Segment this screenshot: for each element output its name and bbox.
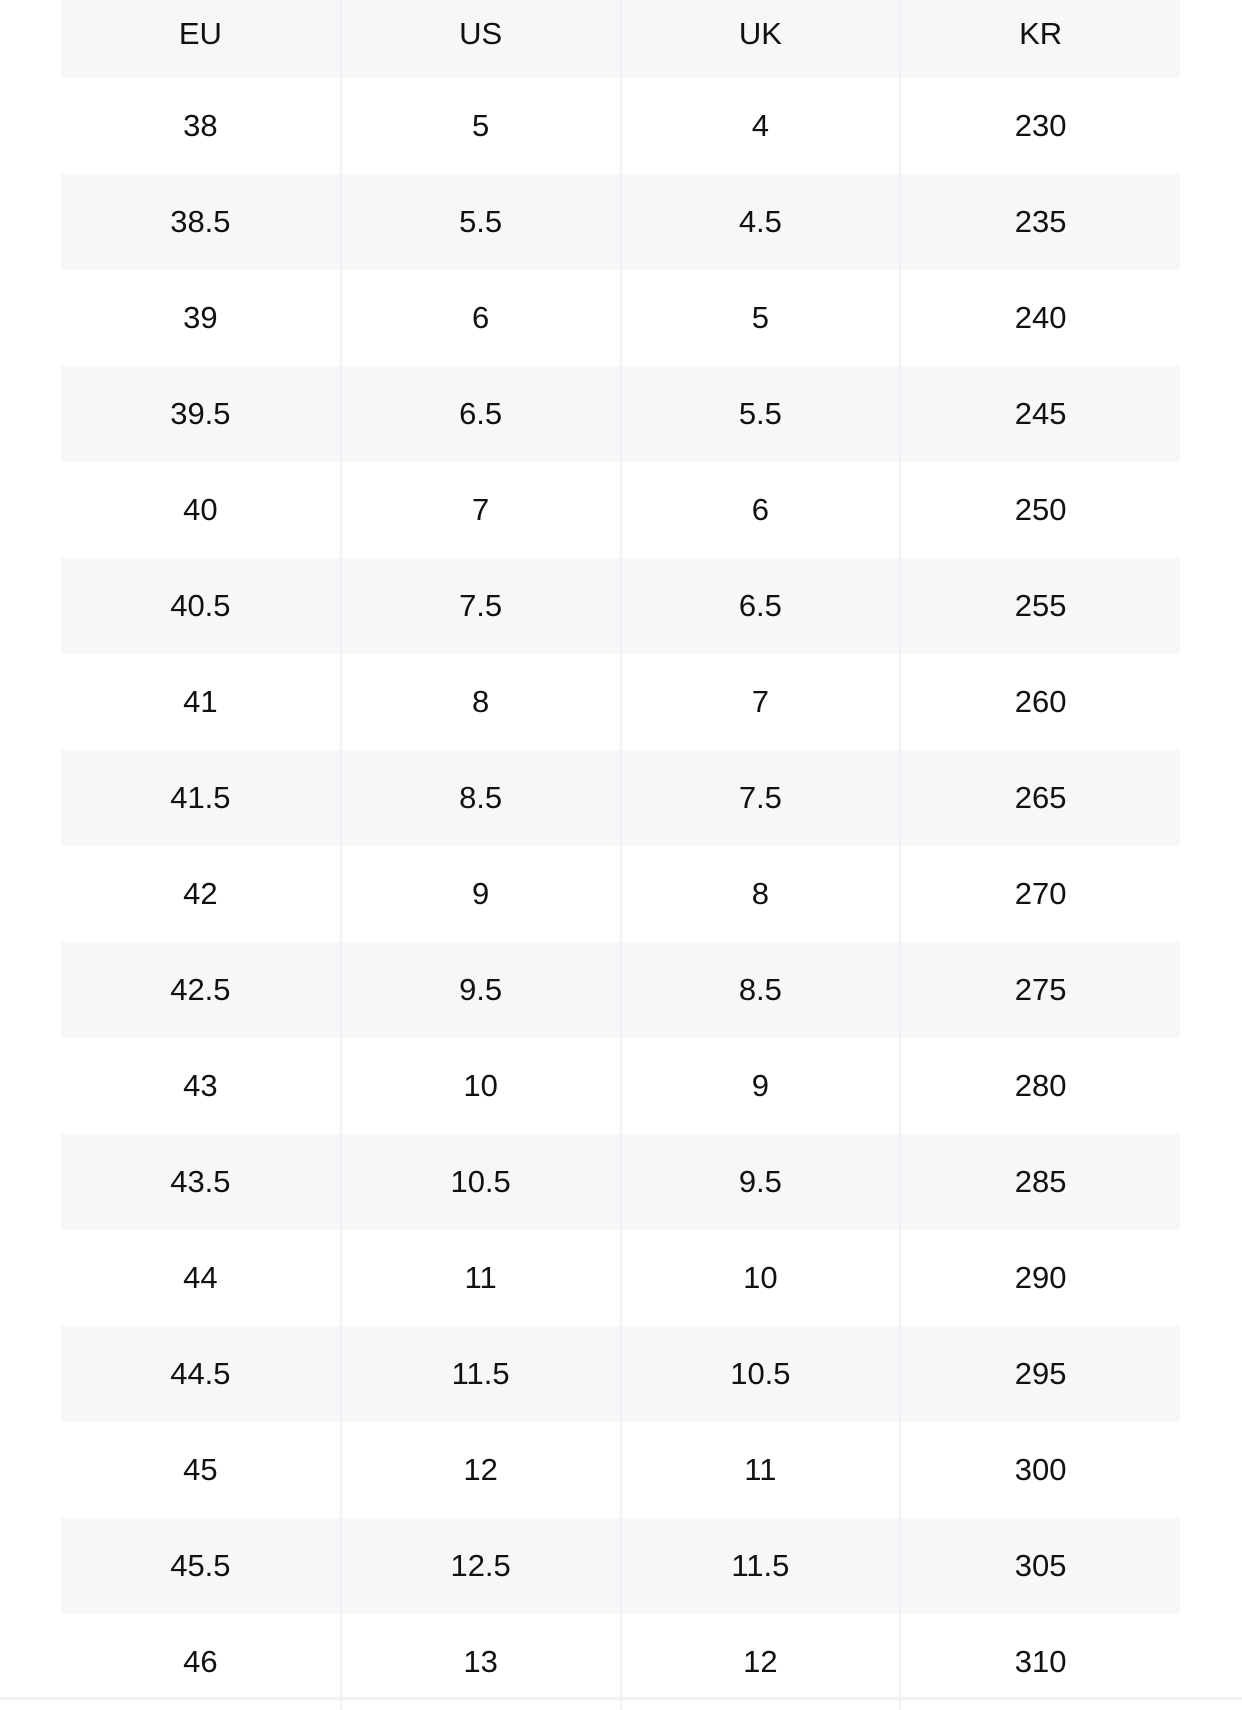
cell-us: 8.5	[341, 750, 621, 846]
cell-uk: 4	[621, 78, 901, 174]
table-row	[61, 78, 1180, 174]
cell-uk: 9	[621, 1038, 901, 1134]
cell-uk: 5.5	[621, 366, 901, 462]
cell-uk: 4.5	[621, 174, 901, 270]
cell-us: 13	[341, 1614, 621, 1710]
table-row	[61, 174, 1180, 270]
cell-us: 5.5	[341, 174, 621, 270]
cell-uk: 7	[621, 654, 901, 750]
cell-eu: 41	[183, 684, 218, 719]
cell-us: 6.5	[341, 366, 621, 462]
cell-kr: 235	[900, 174, 1180, 270]
cell-us: 12.5	[341, 1518, 621, 1614]
column-header-kr: KR	[900, 0, 1180, 78]
cell-uk: 11	[621, 1422, 901, 1518]
table-row	[61, 1038, 1180, 1134]
table-row	[61, 462, 1180, 558]
cell-us: 10	[341, 1038, 621, 1134]
cell-eu: 46	[183, 1644, 218, 1679]
cell-uk: 10	[621, 1230, 901, 1326]
cell-kr: 240	[900, 270, 1180, 366]
column-header-us: US	[341, 0, 621, 78]
cell-kr: 285	[900, 1134, 1180, 1230]
cell-eu: 45.5	[170, 1548, 231, 1583]
cell-us: 12	[341, 1422, 621, 1518]
cell-us: 10.5	[341, 1134, 621, 1230]
cell-eu: 44.5	[170, 1356, 231, 1391]
cell-eu: 42.5	[170, 972, 231, 1007]
table-row	[61, 846, 1180, 942]
cell-uk: 9.5	[621, 1134, 901, 1230]
cell-eu: 39.5	[170, 396, 231, 431]
cell-uk: 12	[621, 1614, 901, 1710]
cell-uk: 6	[621, 462, 901, 558]
table-row	[61, 558, 1180, 654]
cell-kr: 310	[900, 1614, 1180, 1710]
table-row	[61, 750, 1180, 846]
cell-eu: 38	[183, 108, 218, 143]
cell-kr: 255	[900, 558, 1180, 654]
cell-eu: 38.5	[170, 204, 231, 239]
cell-eu: 39	[183, 300, 218, 335]
table-row	[61, 1614, 1180, 1710]
cell-uk: 8	[621, 846, 901, 942]
cell-us: 8	[341, 654, 621, 750]
table-row	[61, 270, 1180, 366]
table-row	[61, 1230, 1180, 1326]
table-header	[61, 0, 1180, 78]
cell-kr: 245	[900, 366, 1180, 462]
cell-uk: 11.5	[621, 1518, 901, 1614]
cell-uk: 7.5	[621, 750, 901, 846]
cell-kr: 275	[900, 942, 1180, 1038]
table-row	[61, 1326, 1180, 1422]
cell-kr: 260	[900, 654, 1180, 750]
cell-us: 5	[341, 78, 621, 174]
size-conversion-table	[61, 0, 1180, 1710]
table-row	[61, 366, 1180, 462]
cell-kr: 230	[900, 78, 1180, 174]
cell-kr: 250	[900, 462, 1180, 558]
cell-kr: 295	[900, 1326, 1180, 1422]
cell-kr: 290	[900, 1230, 1180, 1326]
header-row	[61, 0, 1180, 78]
cell-eu: 43	[183, 1068, 218, 1103]
cell-kr: 270	[900, 846, 1180, 942]
cell-us: 9.5	[341, 942, 621, 1038]
column-header-uk: UK	[621, 0, 901, 78]
cell-eu: 40.5	[170, 588, 231, 623]
table-row	[61, 1518, 1180, 1614]
cell-us: 7.5	[341, 558, 621, 654]
cell-eu: 45	[183, 1452, 218, 1487]
cell-us: 11	[341, 1230, 621, 1326]
cell-uk: 5	[621, 270, 901, 366]
table-row	[61, 942, 1180, 1038]
cell-eu: 43.5	[170, 1164, 231, 1199]
cell-us: 6	[341, 270, 621, 366]
cell-eu: 41.5	[170, 780, 231, 815]
cell-eu: 40	[183, 492, 218, 527]
cell-eu: 42	[183, 876, 218, 911]
cell-uk: 10.5	[621, 1326, 901, 1422]
cell-eu: 44	[183, 1260, 218, 1295]
cell-kr: 280	[900, 1038, 1180, 1134]
cell-kr: 265	[900, 750, 1180, 846]
cell-uk: 6.5	[621, 558, 901, 654]
cell-kr: 300	[900, 1422, 1180, 1518]
cell-us: 11.5	[341, 1326, 621, 1422]
table-body	[61, 78, 1180, 1710]
column-header-eu: EU	[178, 16, 222, 51]
table-row	[61, 654, 1180, 750]
cell-us: 7	[341, 462, 621, 558]
table-row	[61, 1422, 1180, 1518]
cell-uk: 8.5	[621, 942, 901, 1038]
cell-us: 9	[341, 846, 621, 942]
cell-kr: 305	[900, 1518, 1180, 1614]
table-row	[61, 1134, 1180, 1230]
